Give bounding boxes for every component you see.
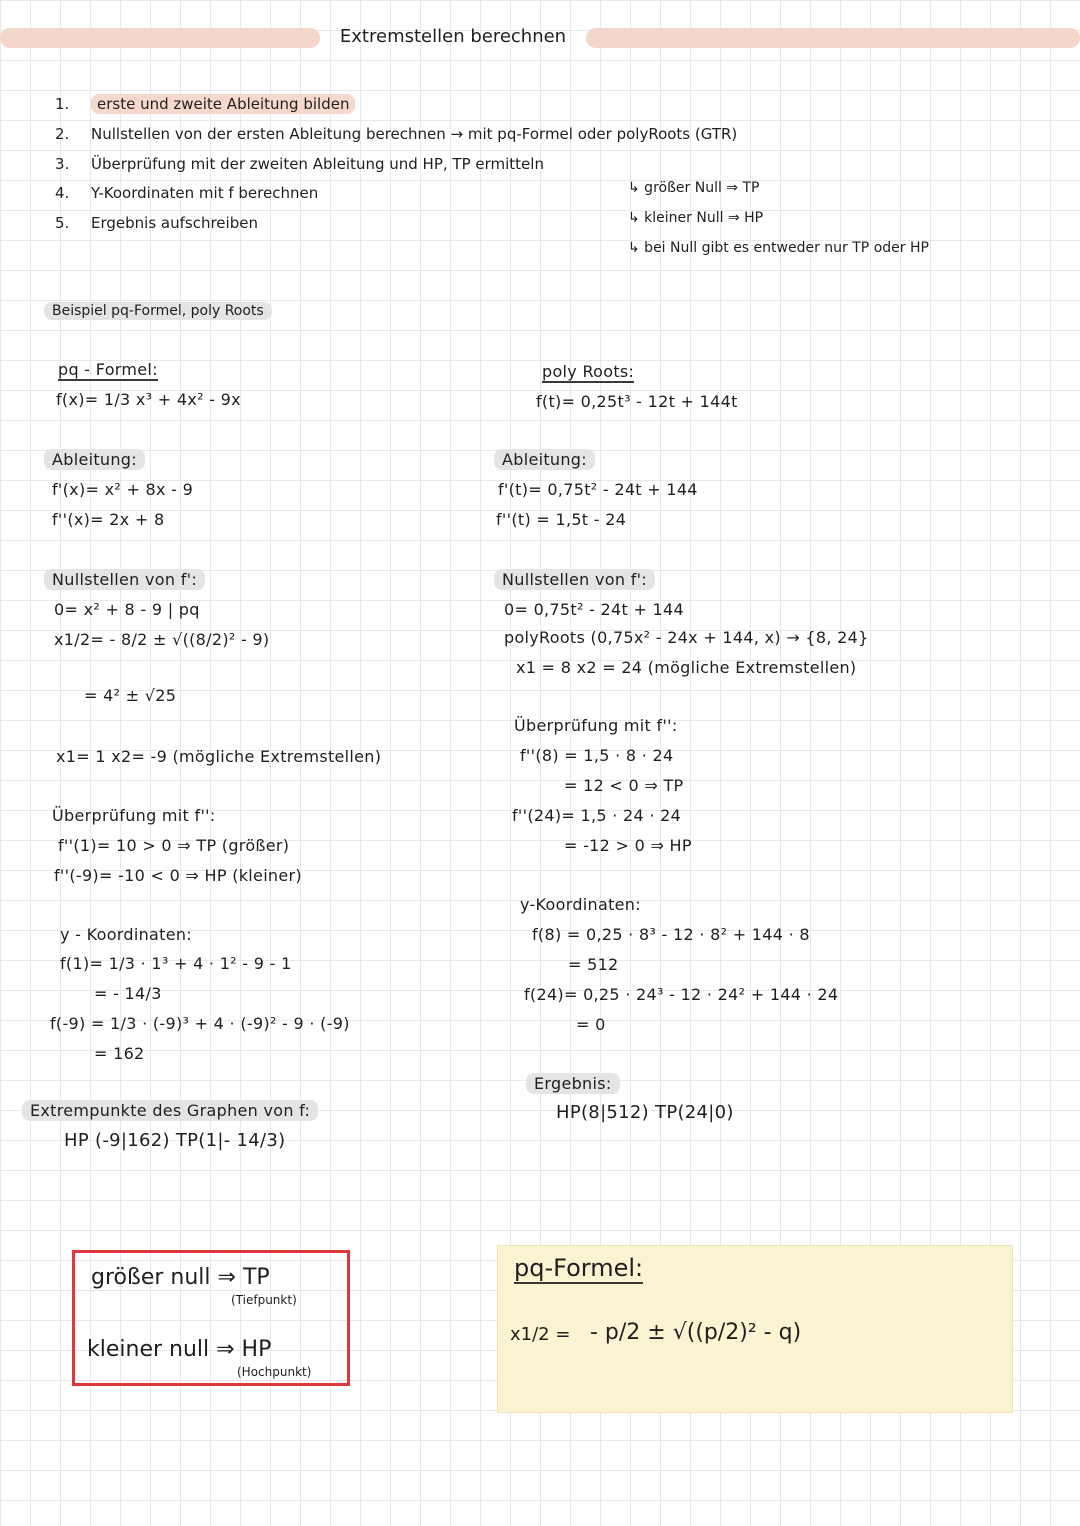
step-text: Y-Koordinaten mit f berechnen xyxy=(91,184,319,202)
polyroots-nullstellen-line2: polyRoots (0,75x² - 24x + 144, x) → {8, 24} xyxy=(504,628,869,647)
title-highlight-right xyxy=(586,28,1080,48)
pq-nullstellen-line1: 0= x² + 8 - 9 | pq xyxy=(54,600,200,619)
pq-y-line3: f(-9) = 1/3 · (-9)³ + 4 · (-9)² - 9 · (-9) xyxy=(50,1014,350,1033)
pq-ueberpruefung-label: Überprüfung mit f'': xyxy=(52,806,216,825)
yellowbox-formula-left: x1/2 = xyxy=(510,1324,571,1345)
polyroots-y-line3: f(24)= 0,25 · 24³ - 12 · 24² + 144 · 24 xyxy=(524,985,839,1004)
pq-y-line1: f(1)= 1/3 · 1³ + 4 · 1² - 9 - 1 xyxy=(60,954,292,973)
yellowbox-formula-right: - p/2 ± √((p/2)² - q) xyxy=(590,1320,802,1345)
page-title: Extremstellen berechnen xyxy=(339,26,567,47)
pq-nullstellen-line3: = 4² ± √25 xyxy=(84,686,177,705)
redbox-line1: größer null ⇒ TP xyxy=(91,1265,270,1290)
polyroots-y-line4: = 0 xyxy=(576,1015,606,1034)
polyroots-y-line2: = 512 xyxy=(568,955,619,974)
pq-y-line2: = - 14/3 xyxy=(94,984,162,1003)
step-text: Ergebnis aufschreiben xyxy=(91,214,258,232)
redbox-line2-note: (Hochpunkt) xyxy=(237,1365,312,1379)
pq-nullstellen-label: Nullstellen von f': xyxy=(44,569,205,590)
polyroots-nullstellen-result: x1 = 8 x2 = 24 (mögliche Extremstellen) xyxy=(516,658,857,677)
yellowbox-heading: pq-Formel: xyxy=(514,1254,644,1282)
rule-equal-zero: ↳ bei Null gibt es entweder nur TP oder HP xyxy=(628,240,929,256)
pq-nullstellen-result: x1= 1 x2= -9 (mögliche Extremstellen) xyxy=(56,747,382,766)
polyroots-ueberpruefung-line3: f''(24)= 1,5 · 24 · 24 xyxy=(512,806,682,825)
polyroots-y-line1: f(8) = 0,25 · 8³ - 12 · 8² + 144 · 8 xyxy=(532,925,810,944)
pq-formula-box xyxy=(497,1245,1013,1413)
step-number: 5. xyxy=(55,214,70,232)
step-2 xyxy=(55,125,737,143)
polyroots-heading: poly Roots: xyxy=(542,362,635,381)
example-label: Beispiel pq-Formel, poly Roots xyxy=(44,302,272,320)
rule-greater-zero: ↳ größer Null ⇒ TP xyxy=(628,180,760,196)
step-number: 4. xyxy=(55,184,70,202)
polyroots-ueberpruefung-label: Überprüfung mit f'': xyxy=(514,716,678,735)
step-text: Überprüfung mit der zweiten Ableitung und HP, TP ermitteln xyxy=(91,155,544,173)
polyroots-function: f(t)= 0,25t³ - 12t + 144t xyxy=(536,392,738,411)
polyroots-y-label: y-Koordinaten: xyxy=(520,895,641,914)
pq-ableitung-label: Ableitung: xyxy=(44,449,145,470)
polyroots-ableitung-label: Ableitung: xyxy=(494,449,595,470)
polyroots-ueberpruefung-line4: = -12 > 0 ⇒ HP xyxy=(564,836,692,855)
pq-ueberpruefung-line2: f''(-9)= -10 < 0 ⇒ HP (kleiner) xyxy=(54,866,302,885)
rule-less-zero: ↳ kleiner Null ⇒ HP xyxy=(628,210,764,226)
pq-y-label: y - Koordinaten: xyxy=(60,925,192,944)
polyroots-nullstellen-label: Nullstellen von f': xyxy=(494,569,655,590)
step-number: 1. xyxy=(55,95,70,113)
pq-extrem-values: HP (-9|162) TP(1|- 14/3) xyxy=(64,1130,286,1151)
step-text: erste und zweite Ableitung bilden xyxy=(91,94,355,114)
pq-second-derivative: f''(x)= 2x + 8 xyxy=(52,510,165,529)
polyroots-nullstellen-line1: 0= 0,75t² - 24t + 144 xyxy=(504,600,684,619)
step-5 xyxy=(55,214,258,232)
pq-heading: pq - Formel: xyxy=(58,360,158,379)
step-4 xyxy=(55,184,318,202)
step-number: 2. xyxy=(55,125,70,143)
pq-nullstellen-line2: x1/2= - 8/2 ± √((8/2)² - 9) xyxy=(54,630,270,649)
step-text: Nullstellen von der ersten Ableitung berechnen → mit pq-Formel oder polyRoots (GTR) xyxy=(91,125,738,143)
polyroots-first-derivative: f'(t)= 0,75t² - 24t + 144 xyxy=(498,480,698,499)
pq-y-line4: = 162 xyxy=(94,1044,145,1063)
redbox-line2: kleiner null ⇒ HP xyxy=(87,1337,272,1362)
step-number: 3. xyxy=(55,155,70,173)
polyroots-ergebnis-values: HP(8|512) TP(24|0) xyxy=(556,1102,734,1123)
polyroots-second-derivative: f''(t) = 1,5t - 24 xyxy=(496,510,627,529)
step-3 xyxy=(55,155,544,173)
pq-function: f(x)= 1/3 x³ + 4x² - 9x xyxy=(56,390,241,409)
title-highlight-left xyxy=(0,28,320,48)
polyroots-ueberpruefung-line1: f''(8) = 1,5 · 8 · 24 xyxy=(520,746,674,765)
pq-ueberpruefung-line1: f''(1)= 10 > 0 ⇒ TP (größer) xyxy=(58,836,290,855)
polyroots-ueberpruefung-line2: = 12 < 0 ⇒ TP xyxy=(564,776,684,795)
step-1 xyxy=(55,95,355,113)
pq-extrem-label: Extrempunkte des Graphen von f: xyxy=(22,1100,318,1121)
pq-first-derivative: f'(x)= x² + 8x - 9 xyxy=(52,480,194,499)
polyroots-ergebnis-label: Ergebnis: xyxy=(526,1073,620,1094)
redbox-line1-note: (Tiefpunkt) xyxy=(231,1293,297,1307)
summary-red-box xyxy=(72,1250,350,1386)
